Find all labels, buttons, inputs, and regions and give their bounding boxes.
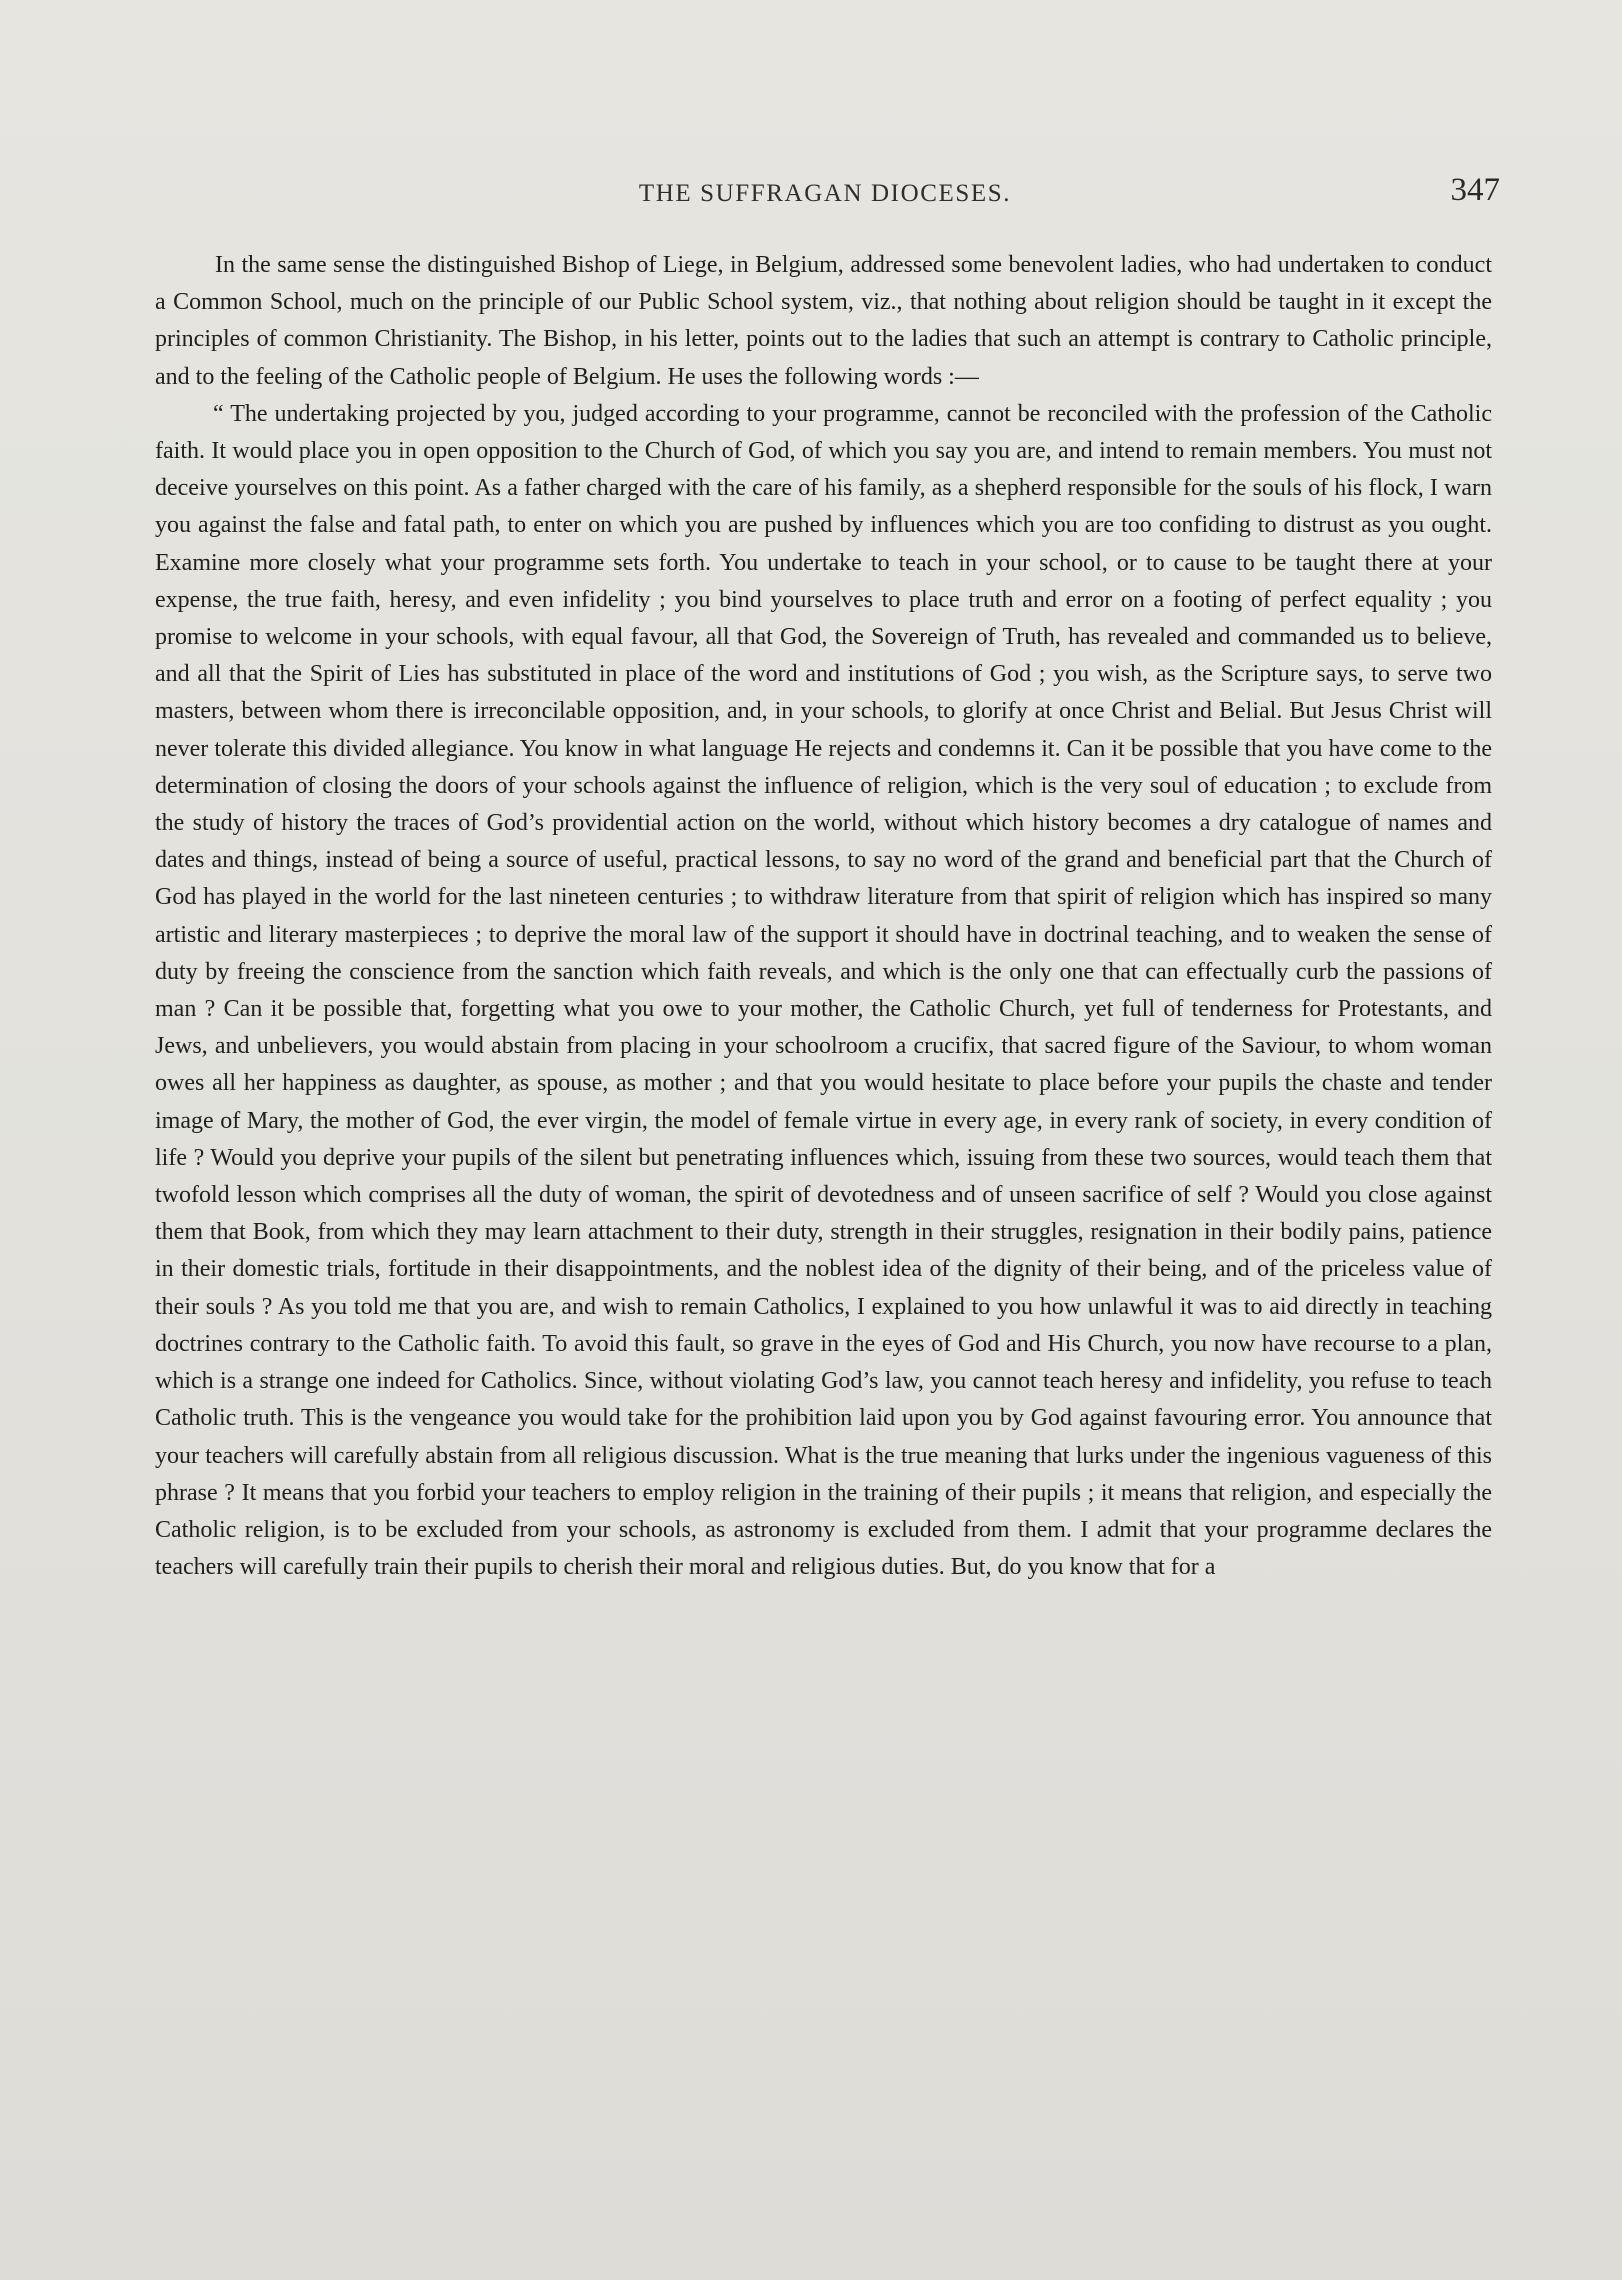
page-number: 347 xyxy=(1450,172,1500,208)
running-title: THE SUFFRAGAN DIOCESES. xyxy=(638,180,1012,207)
paragraph: “ The undertaking projected by you, judged according to your programme, cannot be reconciled with the profession of the Catholic faith. It would place you in open opposition to the Church of God, of which you say you are, and intend to remain members. You must not deceive yourselves on this point. As a father charged with the care of his family, as a shepherd responsible for the souls of his flock, I warn you against the false and fatal path, to enter on which you are pushed by influences which you are too confiding to distrust as you ought. Examine more closely what your programme sets forth. You undertake to teach in your school, or to cause to be taught there at your expense, the true faith, heresy, and even infidelity ; you bind yourselves to place truth and error on a footing of perfect equality ; you promise to welcome in your schools, with equal favour, all that God, the Sovereign of Truth, has revealed and commanded us to believe, and all that the Spirit of Lies has substituted in place of the word and institutions of God ; you wish, as the Scripture says, to serve two masters, between whom there is irreconcilable opposition, and, in your schools, to glorify at once Christ and Belial. But Jesus Christ will never tolerate this divided allegiance. You know in what language He rejects and condemns it. Can it be possible that you have come to the determination of closing the doors of your schools against the influence of religion, which is the very soul of education ; to exclude from the study of history the traces of God’s providential action on the world, without which history becomes a dry catalogue of names and dates and things, instead of being a source of useful, practical lessons, to say no word of the grand and beneficial part that the Church of God has played in the world for the last nineteen centuries ; to withdraw literature from that spirit of religion which has inspired so many artistic and literary masterpieces ; to deprive the moral law of the support it should have in doctrinal teaching, and to weaken the sense of duty by freeing the conscience from the sanction which faith reveals, and which is the only one that can effectually curb the passions of man ? Can it be possible that, forgetting what you owe to your mother, the Catholic Church, yet full of tenderness for Protestants, and Jews, and unbelievers, you would abstain from placing in your schoolroom a crucifix, that sacred figure of the Saviour, to whom woman owes all her happiness as daughter, as spouse, as mother ; and that you would hesitate to place before your pupils the chaste and tender image of Mary, the mother of God, the ever virgin, the model of female virtue in every age, in every rank of society, in every condition of life ? Would you deprive your pupils of the silent but penetrating influences which, issuing from these two sources, would teach them that twofold lesson which comprises all the duty of woman, the spirit of devotedness and of unseen sacrifice of self ? Would you close against them that Book, from which they may learn attachment to their duty, strength in their struggles, resignation in their bodily pains, patience in their domestic trials, fortitude in their disappointments, and the noblest idea of the dignity of their being, and of the priceless value of their souls ? As you told me that you are, and wish to remain Catholics, I explained to you how unlawful it was to aid directly in teaching doctrines contrary to the Catholic faith. To avoid this fault, so grave in the eyes of God and His Church, you now have recourse to a plan, which is a strange one indeed for Catholics. Since, without violating God’s law, you cannot teach heresy and infidelity, you refuse to teach Catholic truth. This is the vengeance you would take for the prohibition laid upon you by God against favouring error. You announce that your teachers will carefully abstain from all religious discussion. What is the true meaning that lurks under the ingenious vagueness of this phrase ? It means that you forbid your teachers to employ religion in the training of their pupils ; it means that religion, and especially the Catholic religion, is to be excluded from your schools, as astronomy is excluded from them. I admit that your programme declares the teachers will carefully train their pupils to cherish their moral and religious duties. But, do you know that for a xyxy=(155,400,1492,1581)
body-text xyxy=(155,247,1492,1586)
running-head xyxy=(150,172,1500,226)
paragraph: In the same sense the distinguished Bishop of Liege, in Belgium, addressed some benevolent ladies, who had undertaken to conduct a Common School, much on the principle of our Public School system, viz., that nothing about religion should be taught in it except the principles of common Christianity. The Bishop, in his letter, points out to the ladies that such an attempt is contrary to Catholic principle, and to the feeling of the Catholic people of Belgium. He uses the following words :— xyxy=(155,252,1492,390)
